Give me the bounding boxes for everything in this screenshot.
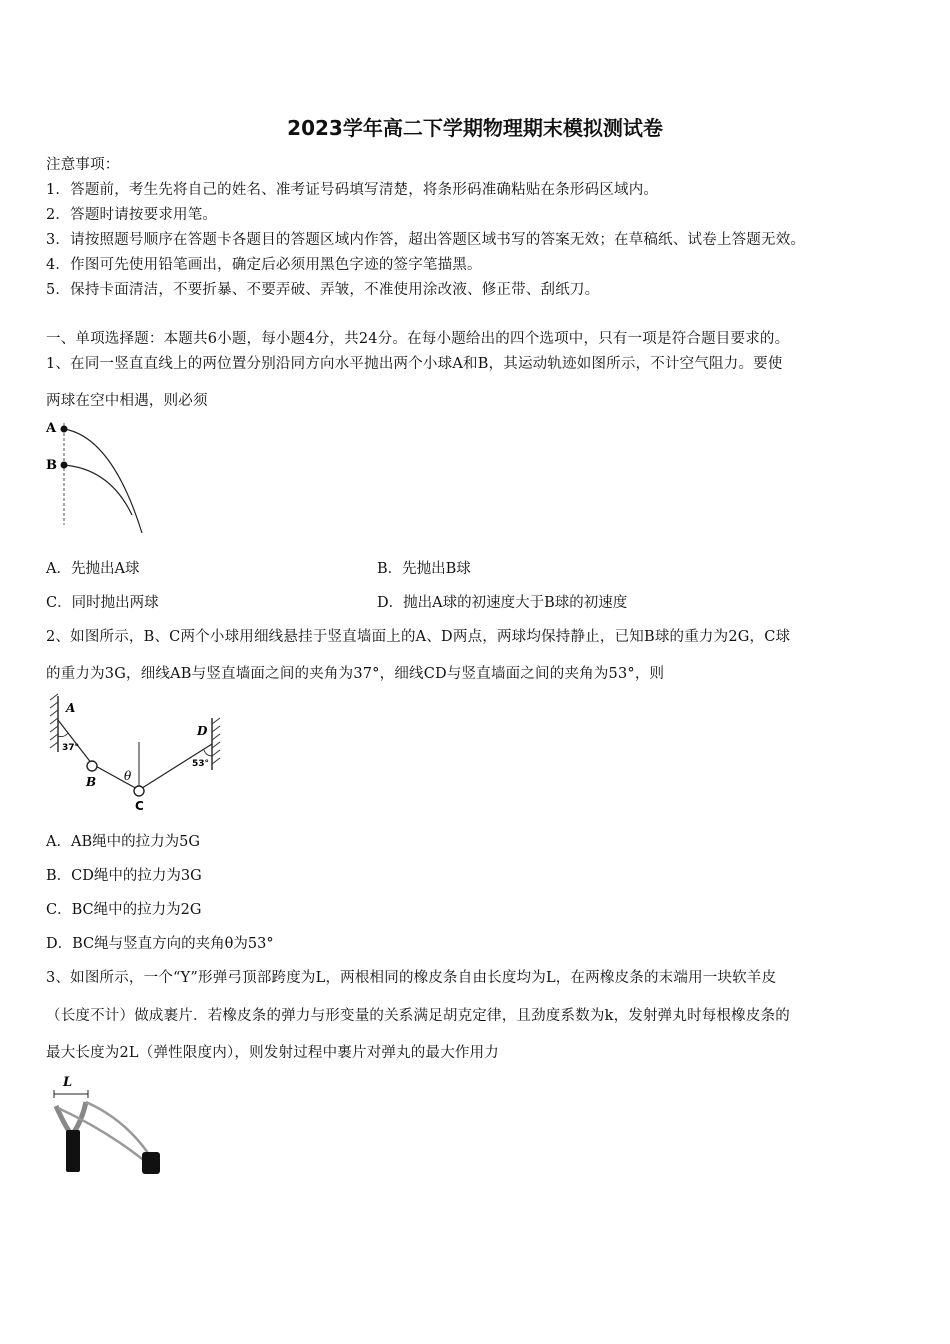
q2-stem-line1: 2、如图所示，B、C两个小球用细线悬挂于竖直墙面上的A、D两点，两球均保持静止，已知B球的重力为2G，C球: [46, 629, 791, 645]
notice-item-2: 2．答题时请按要求用笔。: [46, 207, 218, 223]
notice-item-3: 3．请按照题号顺序在答题卡各题目的答题区域内作答，超出答题区域书写的答案无效；在草稿纸、试卷上答题无效。: [46, 232, 806, 248]
q2-option-b: B．CD绳中的拉力为3G: [46, 868, 202, 884]
q1-trajectory-figure: [40, 415, 160, 540]
q2-angle-53: 53°: [192, 759, 210, 769]
q1-stem-line2: 两球在空中相遇，则必须: [46, 393, 208, 409]
q2-option-a: A．AB绳中的拉力为5G: [46, 834, 200, 850]
q2-stem-line2: 的重力为3G，细线AB与竖直墙面之间的夹角为37°，细线CD与竖直墙面之间的夹角为53°，则: [46, 666, 665, 682]
q2-label-c: C: [135, 799, 144, 813]
q2-option-d: D．BC绳与竖直方向的夹角θ为53°: [46, 936, 274, 952]
q3-stem-line1: 3、如图所示，一个“Y”形弹弓顶部跨度为L，两根相同的橡皮条自由长度均为L，在两橡皮条的末端用一块软羊皮: [46, 970, 777, 986]
q3-rubber-band-2: [86, 1102, 150, 1156]
section-heading: 一、单项选择题：本题共6小题，每小题4分，共24分。在每小题给出的四个选项中，只有一项是符合题目要求的。: [46, 331, 790, 347]
q1-option-b: B．先抛出B球: [377, 561, 471, 577]
q2-theta-label: θ: [124, 769, 132, 783]
q1-option-a: A．先抛出A球: [46, 561, 140, 577]
q1-label-a: A: [46, 421, 57, 436]
q2-right-wall-hatch: [212, 718, 220, 764]
q1-trajectory-a: [64, 429, 142, 533]
q2-angle-arc-37: [58, 733, 68, 737]
page-title: 2023学年高二下学期物理期末模拟测试卷: [287, 116, 663, 140]
q2-label-a: A: [66, 701, 76, 715]
q3-pouch: [142, 1152, 160, 1174]
q1-label-b: B: [46, 458, 57, 473]
notice-item-5: 5．保持卡面清洁，不要折暴、不要弄破、弄皱，不准使用涂改液、修正带、刮纸刀。: [46, 282, 600, 298]
q2-string-bc: [92, 764, 139, 790]
q3-stem-line3: 最大长度为2L（弹性限度内），则发射过程中裹片对弹丸的最大作用力: [46, 1045, 500, 1061]
q2-ball-c: [134, 786, 144, 796]
q2-label-b: B: [86, 775, 97, 789]
q2-hanging-balls-figure: [44, 690, 224, 815]
q1-ball-a: [61, 426, 68, 433]
notice-item-4: 4．作图可先使用铅笔画出，确定后必须用黑色字迹的签字笔描黑。: [46, 257, 482, 273]
q1-stem-line1: 1、在同一竖直直线上的两位置分别沿同方向水平抛出两个小球A和B，其运动轨迹如图所示，不计空气阻力。要使: [46, 356, 783, 372]
q3-label-l: L: [63, 1075, 73, 1090]
notice-heading: 注意事项：: [46, 157, 120, 173]
q2-ball-b: [87, 761, 97, 771]
q3-stem-line2: （长度不计）做成裹片．若橡皮条的弹力与形变量的关系满足胡克定律，且劲度系数为k，发射弹丸时每根橡皮条的: [46, 1008, 790, 1024]
q2-angle-37: 37°: [62, 743, 80, 753]
q2-angle-arc-53: [204, 750, 212, 756]
q2-left-wall-hatch: [50, 694, 58, 748]
q1-option-d: D．抛出A球的初速度大于B球的初速度: [377, 595, 628, 611]
q1-ball-b: [61, 462, 68, 469]
q2-label-d: D: [197, 724, 208, 738]
q1-trajectory-b: [64, 465, 132, 515]
q1-option-c: C．同时抛出两球: [46, 595, 159, 611]
notice-item-1: 1．答题前，考生先将自己的姓名、准考证号码填写清楚，将条形码准确粘贴在条形码区域内。: [46, 182, 659, 198]
q2-option-c: C．BC绳中的拉力为2G: [46, 902, 202, 918]
q3-slingshot-figure: [46, 1070, 171, 1180]
q3-handle: [66, 1130, 80, 1172]
q2-string-ab: [58, 720, 92, 764]
